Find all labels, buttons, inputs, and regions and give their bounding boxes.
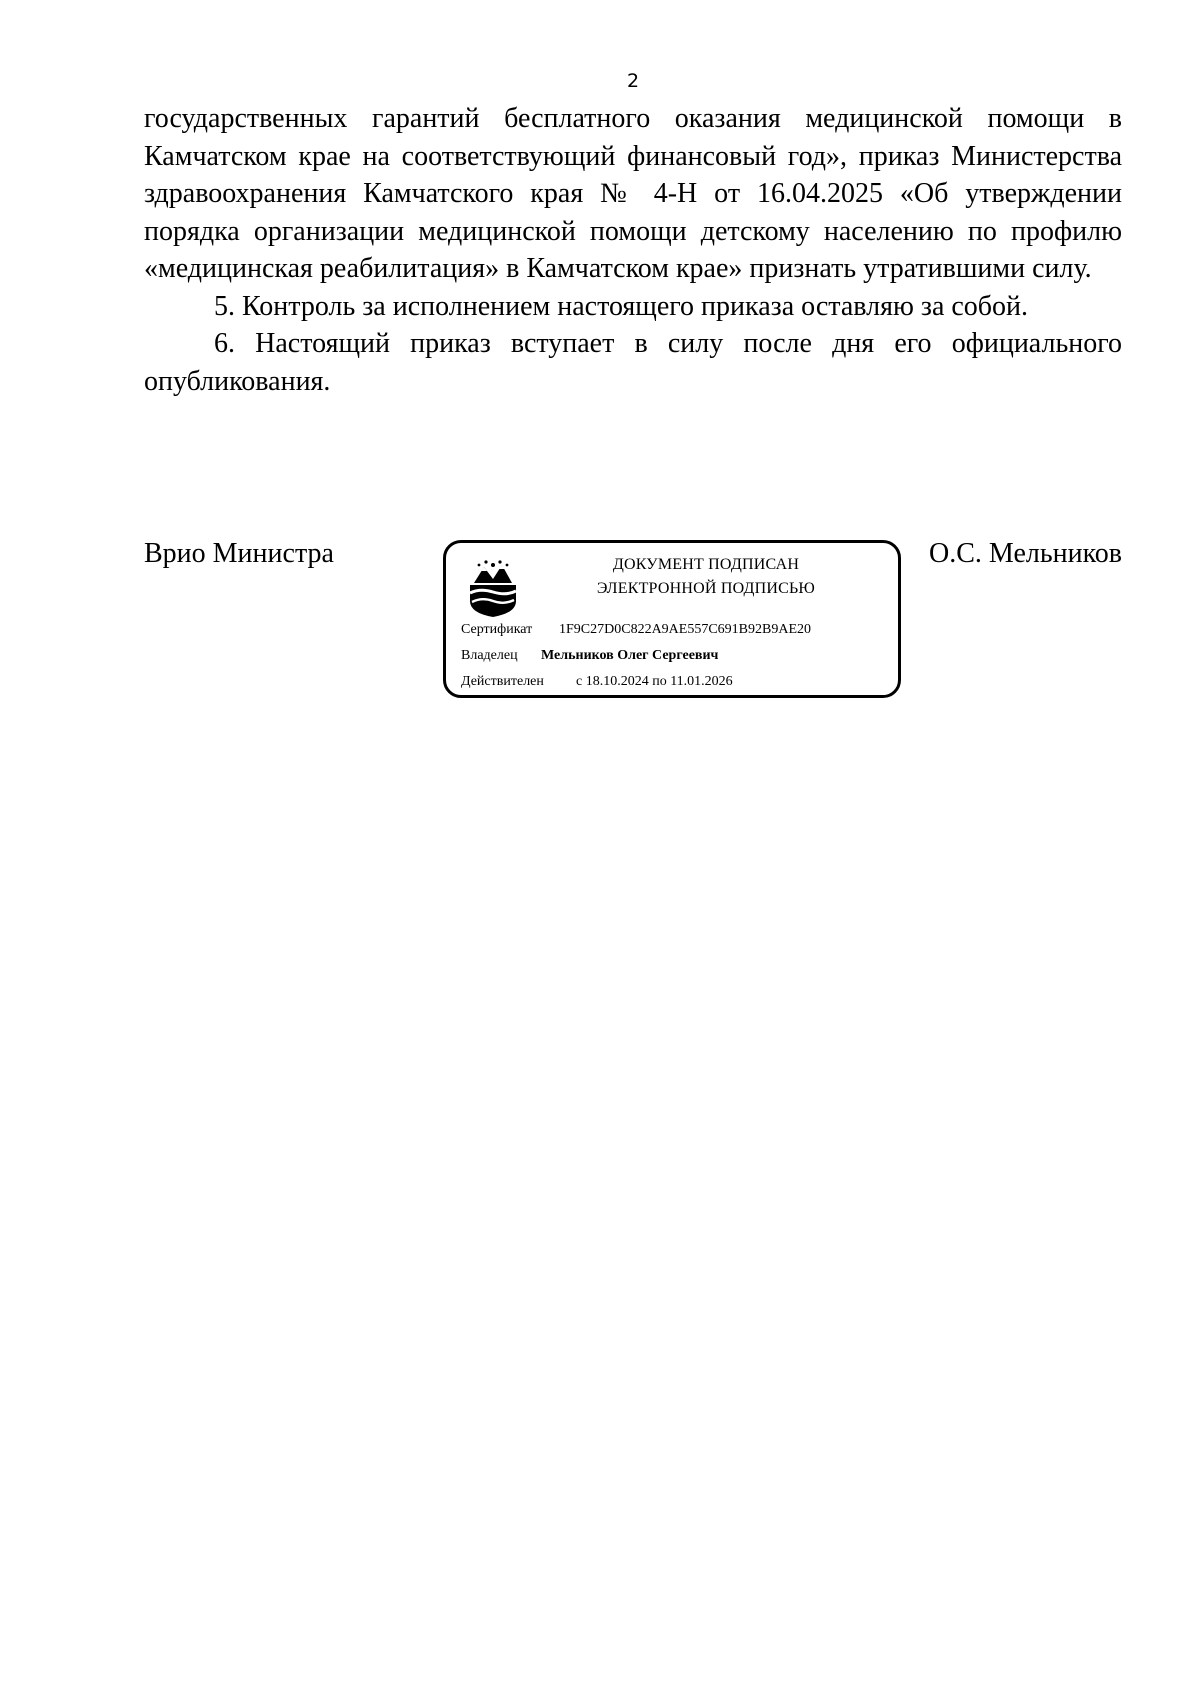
- page-number: 2: [626, 70, 640, 92]
- paragraph-continued: государственных гарантий бесплатного оказания медицинской помощи в Камчатском крае на соответствующий финансовый год», приказ Министерства здравоохранения Камчатского края № 4-Н от 16.04.2025 «Об утверждении порядка организации медицинской помощи детскому населению по профилю «медицинская реабилитация» в Камчатском крае» признать утратившими силу.: [144, 103, 1122, 284]
- document-body: [144, 100, 1122, 400]
- stamp-certificate-row: [461, 620, 811, 640]
- paragraph-5: 5. Контроль за исполнением настоящего приказа оставляю за собой.: [214, 290, 1029, 322]
- signer-name: О.С. Мельников: [929, 538, 1122, 569]
- certificate-value: 1F9C27D0C822A9AE557C691B92B9AE20: [559, 622, 812, 637]
- valid-value: с 18.10.2024 по 11.01.2026: [576, 674, 733, 689]
- owner-value: Мельников Олег Сергеевич: [541, 648, 719, 663]
- kamchatka-emblem-icon: [464, 557, 522, 619]
- stamp-title-line1: ДОКУМЕНТ ПОДПИСАН: [612, 556, 800, 573]
- signer-position: Врио Министра: [144, 538, 334, 569]
- stamp-owner-row: [461, 646, 718, 666]
- paragraph-6: 6. Настоящий приказ вступает в силу после дня его официального опубликования.: [144, 328, 1122, 397]
- valid-label: Действителен: [461, 674, 544, 689]
- owner-label: Владелец: [461, 648, 518, 663]
- electronic-signature-stamp: [443, 540, 901, 698]
- certificate-label: Сертификат: [461, 622, 533, 637]
- stamp-validity-row: [461, 672, 733, 692]
- stamp-title-line2: ЭЛЕКТРОННОЙ ПОДПИСЬЮ: [596, 580, 816, 597]
